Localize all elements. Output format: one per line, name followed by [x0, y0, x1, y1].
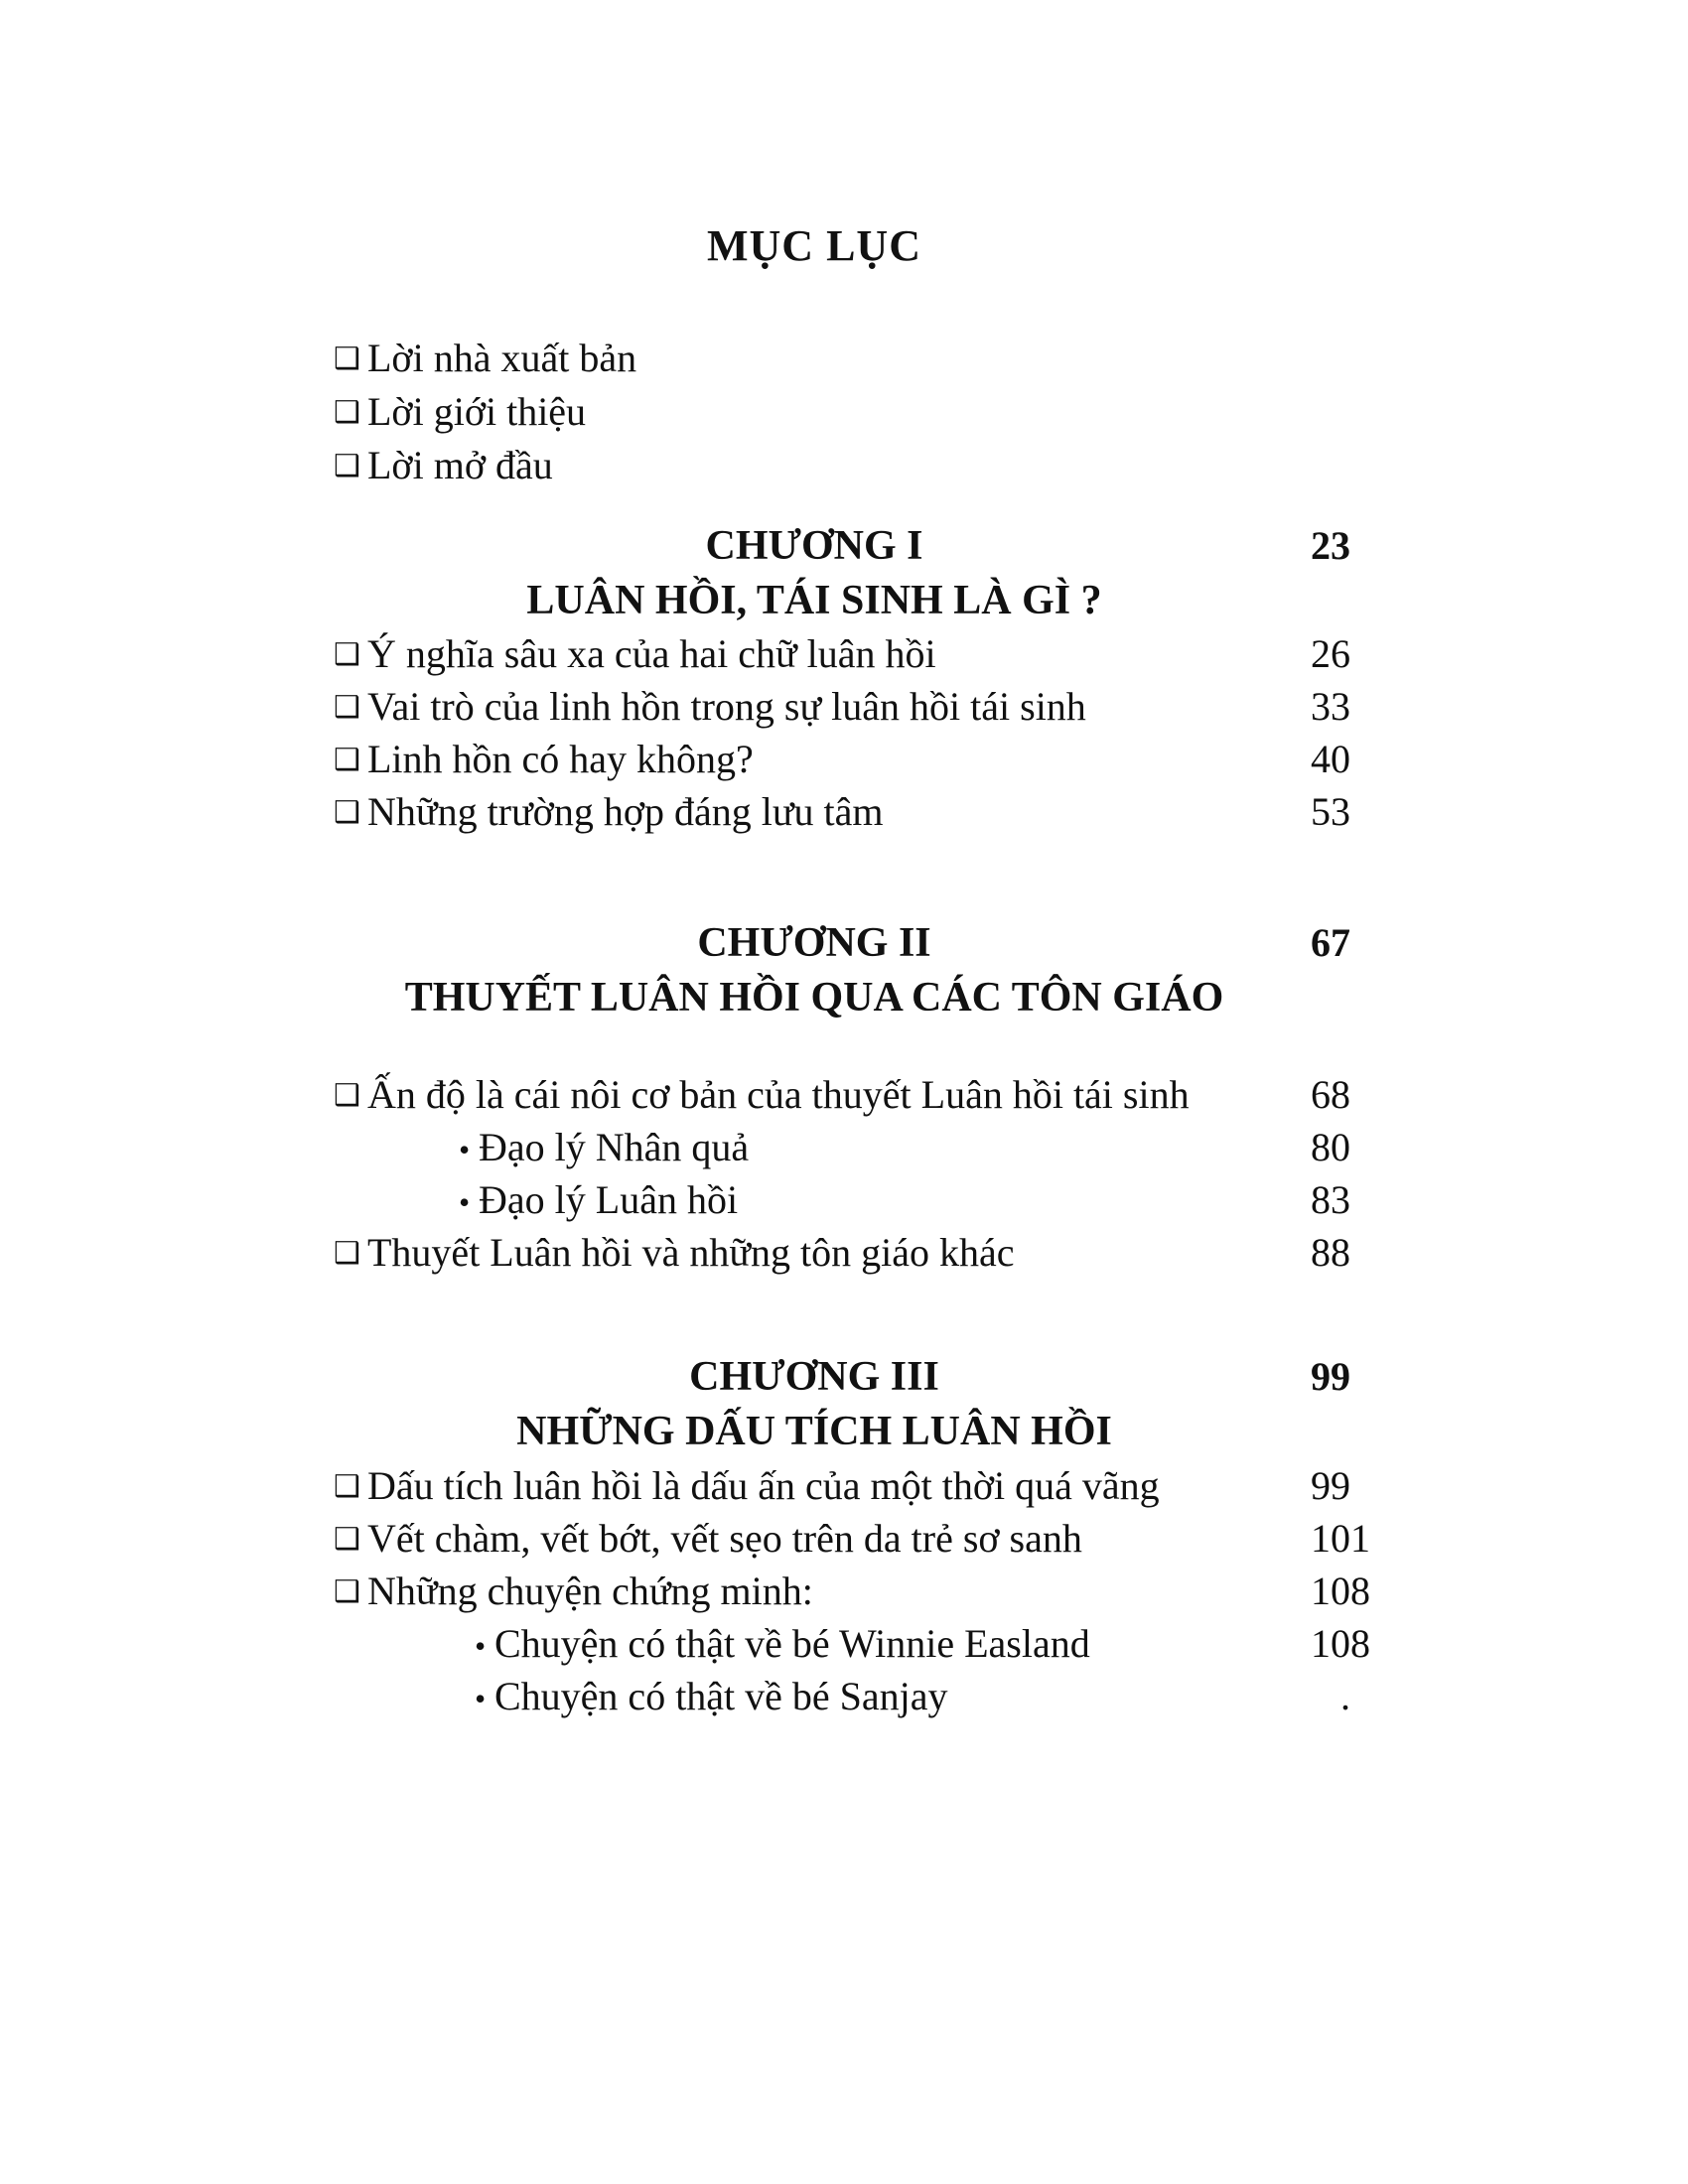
toc-subentry[interactable]	[475, 1672, 948, 1723]
toc-entry-label: Ý nghĩa sâu xa của hai chữ luân hồi	[367, 631, 936, 676]
toc-entry[interactable]	[334, 1567, 813, 1617]
toc-entry-page: 26	[1311, 631, 1350, 676]
toc-entry[interactable]	[334, 629, 936, 680]
toc-entry-page: 101	[1311, 1516, 1370, 1561]
toc-entry[interactable]	[334, 1461, 1160, 1512]
bullet-icon: •	[459, 1132, 471, 1167]
chapter-heading[interactable]: CHƯƠNG III	[689, 1354, 939, 1400]
bullet-icon: •	[475, 1681, 487, 1716]
checkbox-square-icon: ❑	[334, 1523, 360, 1556]
toc-entry-label: Lời mở đầu	[367, 443, 553, 487]
toc-entry[interactable]	[334, 682, 1086, 733]
toc-entry-page: 99	[1311, 1463, 1350, 1508]
toc-entry[interactable]	[334, 787, 884, 838]
chapter-subtitle: LUÂN HỒI, TÁI SINH LÀ GÌ ?	[526, 578, 1102, 623]
page-title: MỤC LỤC	[707, 221, 921, 270]
toc-entry-label: Vết chàm, vết bớt, vết sẹo trên da trẻ sơ sanh	[367, 1516, 1082, 1561]
toc-subentry-label: Chuyện có thật về bé Winnie Easland	[494, 1621, 1090, 1666]
checkbox-square-icon: ❑	[334, 1237, 360, 1270]
toc-entry[interactable]	[334, 387, 586, 438]
checkbox-square-icon: ❑	[334, 1470, 360, 1503]
toc-entry-page: 108	[1311, 1621, 1370, 1666]
toc-entry[interactable]	[334, 334, 636, 384]
checkbox-square-icon: ❑	[334, 342, 360, 375]
checkbox-square-icon: ❑	[334, 450, 360, 482]
toc-entry-label: Những trường hợp đáng lưu tâm	[367, 789, 884, 834]
chapter-heading[interactable]: CHƯƠNG II	[697, 920, 931, 966]
toc-entry-label: Lời giới thiệu	[367, 389, 587, 434]
toc-subentry-label: Đạo lý Luân hồi	[479, 1177, 739, 1222]
bullet-icon: •	[459, 1184, 471, 1220]
toc-entry-page: 68	[1311, 1072, 1350, 1117]
toc-entry[interactable]	[334, 1514, 1082, 1565]
checkbox-square-icon: ❑	[334, 638, 360, 671]
toc-entry[interactable]	[334, 1070, 1190, 1121]
toc-entry[interactable]	[334, 1228, 1015, 1279]
checkbox-square-icon: ❑	[334, 691, 360, 724]
toc-entry-label: Linh hồn có hay không?	[367, 737, 754, 781]
bullet-icon: •	[475, 1628, 487, 1664]
toc-subentry[interactable]	[459, 1175, 738, 1227]
chapter-subtitle: THUYẾT LUÂN HỒI QUA CÁC TÔN GIÁO	[404, 975, 1224, 1021]
toc-entry-label: Dấu tích luân hồi là dấu ấn của một thời quá vãng	[367, 1463, 1160, 1508]
toc-entry-page: 33	[1311, 684, 1350, 729]
toc-entry-page: 40	[1311, 737, 1350, 781]
checkbox-square-icon: ❑	[334, 396, 360, 429]
toc-entry[interactable]	[334, 735, 754, 785]
checkbox-square-icon: ❑	[334, 796, 360, 829]
toc-entry[interactable]	[334, 441, 553, 491]
toc-entry-label: Lời nhà xuất bản	[367, 336, 637, 380]
toc-subentry-label: Đạo lý Nhân quả	[479, 1125, 750, 1169]
toc-entry-label: Thuyết Luân hồi và những tôn giáo khác	[367, 1230, 1015, 1275]
checkbox-square-icon: ❑	[334, 1575, 360, 1608]
checkbox-square-icon: ❑	[334, 744, 360, 776]
checkbox-square-icon: ❑	[334, 1079, 360, 1112]
toc-subentry-label: Chuyện có thật về bé Sanjay	[494, 1674, 948, 1718]
toc-subentry[interactable]	[475, 1619, 1090, 1671]
chapter-heading[interactable]: CHƯƠNG I	[705, 523, 923, 569]
toc-entry-page: .	[1340, 1674, 1350, 1718]
toc-entry-label: Những chuyện chứng minh:	[367, 1569, 813, 1613]
toc-entry-page: 83	[1311, 1177, 1350, 1222]
chapter-page-number: 67	[1311, 920, 1350, 965]
toc-subentry[interactable]	[459, 1123, 749, 1174]
toc-entry-page: 80	[1311, 1125, 1350, 1169]
toc-entry-page: 88	[1311, 1230, 1350, 1275]
toc-entry-page: 108	[1311, 1569, 1370, 1613]
toc-entry-page: 53	[1311, 789, 1350, 834]
chapter-page-number: 23	[1311, 523, 1350, 568]
chapter-subtitle: NHỮNG DẤU TÍCH LUÂN HỒI	[516, 1409, 1112, 1454]
toc-entry-label: Vai trò của linh hồn trong sự luân hồi tái sinh	[367, 684, 1086, 729]
chapter-page-number: 99	[1311, 1354, 1350, 1399]
toc-entry-label: Ấn độ là cái nôi cơ bản của thuyết Luân hồi tái sinh	[367, 1072, 1190, 1117]
